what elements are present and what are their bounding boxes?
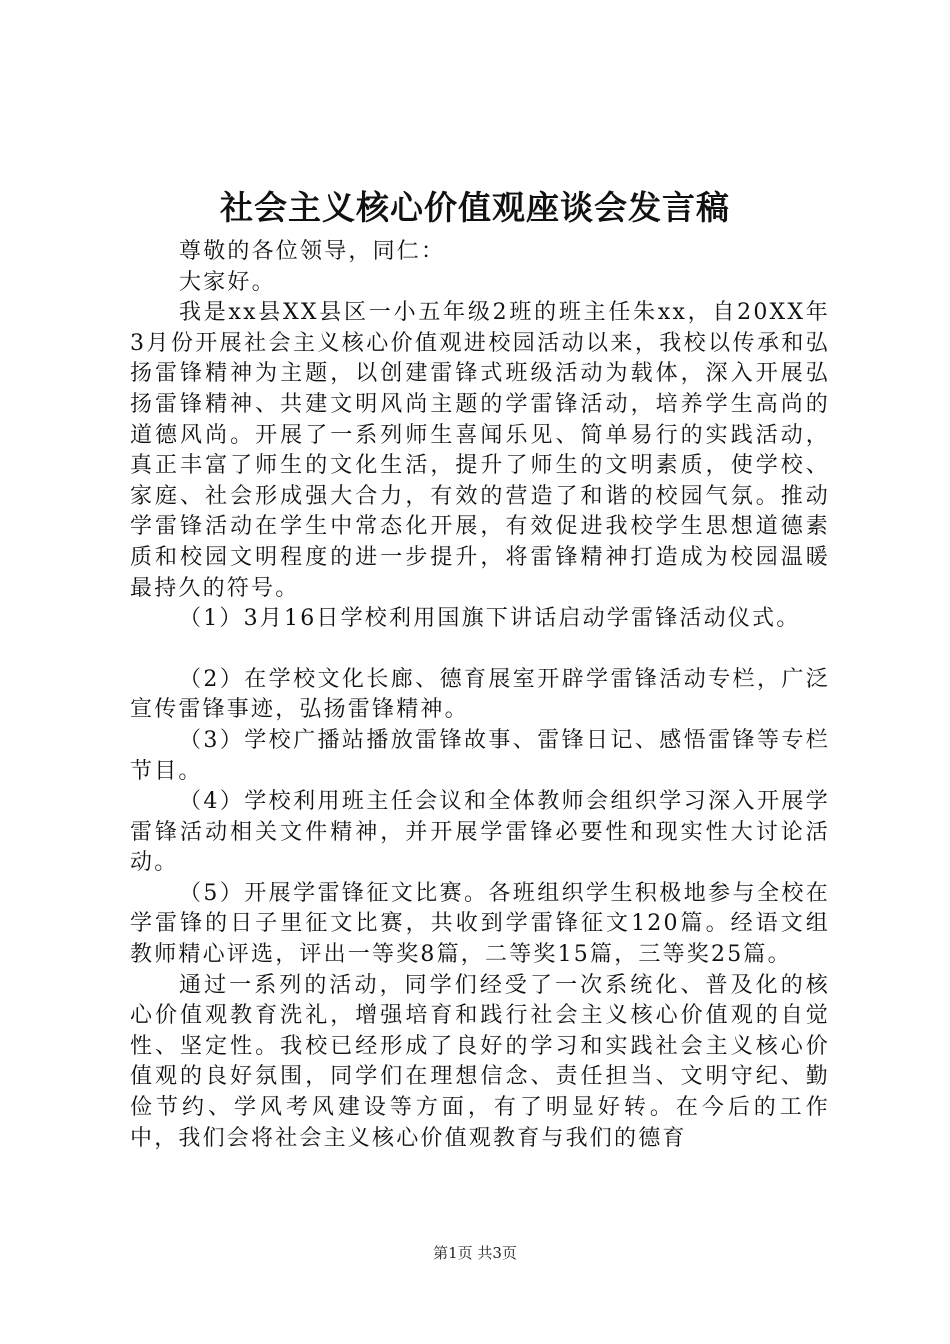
document-title: 社会主义核心价值观座谈会发言稿 xyxy=(220,188,730,227)
page-footer: 第1页 共3页 xyxy=(433,1244,517,1262)
list-item-5: （5）开展学雷锋征文比赛。各班组织学生积极地参与全校在学雷锋的日子里征文比赛，共收到学雷锋征文120篇。经语文组教师精心评选，评出一等奖8篇，二等奖15篇，三等奖25篇。 xyxy=(130,880,830,968)
list-item-2: （2）在学校文化长廊、德育展室开辟学雷锋活动专栏，广泛宣传雷锋事迹，弘扬雷锋精神。 xyxy=(130,666,830,723)
salutation: 尊敬的各位领导，同仁： xyxy=(179,239,446,264)
list-item-4: （4）学校利用班主任会议和全体教师会组织学习深入开展学雷锋活动相关文件精神，并开展学雷锋必要性和现实性大讨论活动。 xyxy=(130,789,830,876)
conclusion-paragraph: 通过一系列的活动，同学们经受了一次系统化、普及化的核心价值观教育洗礼，增强培育和践行社会主义核心价值观的自觉性、坚定性。我校已经形成了良好的学习和实践社会主义核心价值观的良好氛围，同学们在理想信念、责任担当、文明守纪、勤俭节约、学风考风建设等方面，有了明显好转。在今后的工作中，我们会将社会主义核心价值观教育与我们的德育 xyxy=(130,972,830,1151)
list-item-3: （3）学校广播站播放雷锋故事、雷锋日记、感悟雷锋等专栏节目。 xyxy=(130,727,830,784)
document-body xyxy=(130,237,830,1154)
list-item-1: （1）3月16日学校利用国旗下讲话启动学雷锋活动仪式。 xyxy=(179,606,801,632)
intro-paragraph: 我是xx县XX县区一小五年级2班的班主任朱xx，自20XX年3月份开展社会主义核心价值观进校园活动以来，我校以传承和弘扬雷锋精神为主题，以创建雷锋式班级活动为载体，深入开展弘扬雷锋精神、共建文明风尚主题的学雷锋活动，培养学生高尚的道德风尚。开展了一系列师生喜闻乐见、简单易行的实践活动，真正丰富了师生的文化生活，提升了师生的文明素质，使学校、家庭、社会形成强大合力，有效的营造了和谐的校园气氛。推动学雷锋活动在学生中常态化开展，有效促进我校学生思想道德素质和校园文明程度的进一步提升，将雷锋精神打造成为校园温暖最持久的符号。 xyxy=(130,300,830,601)
greeting: 大家好。 xyxy=(179,269,276,295)
